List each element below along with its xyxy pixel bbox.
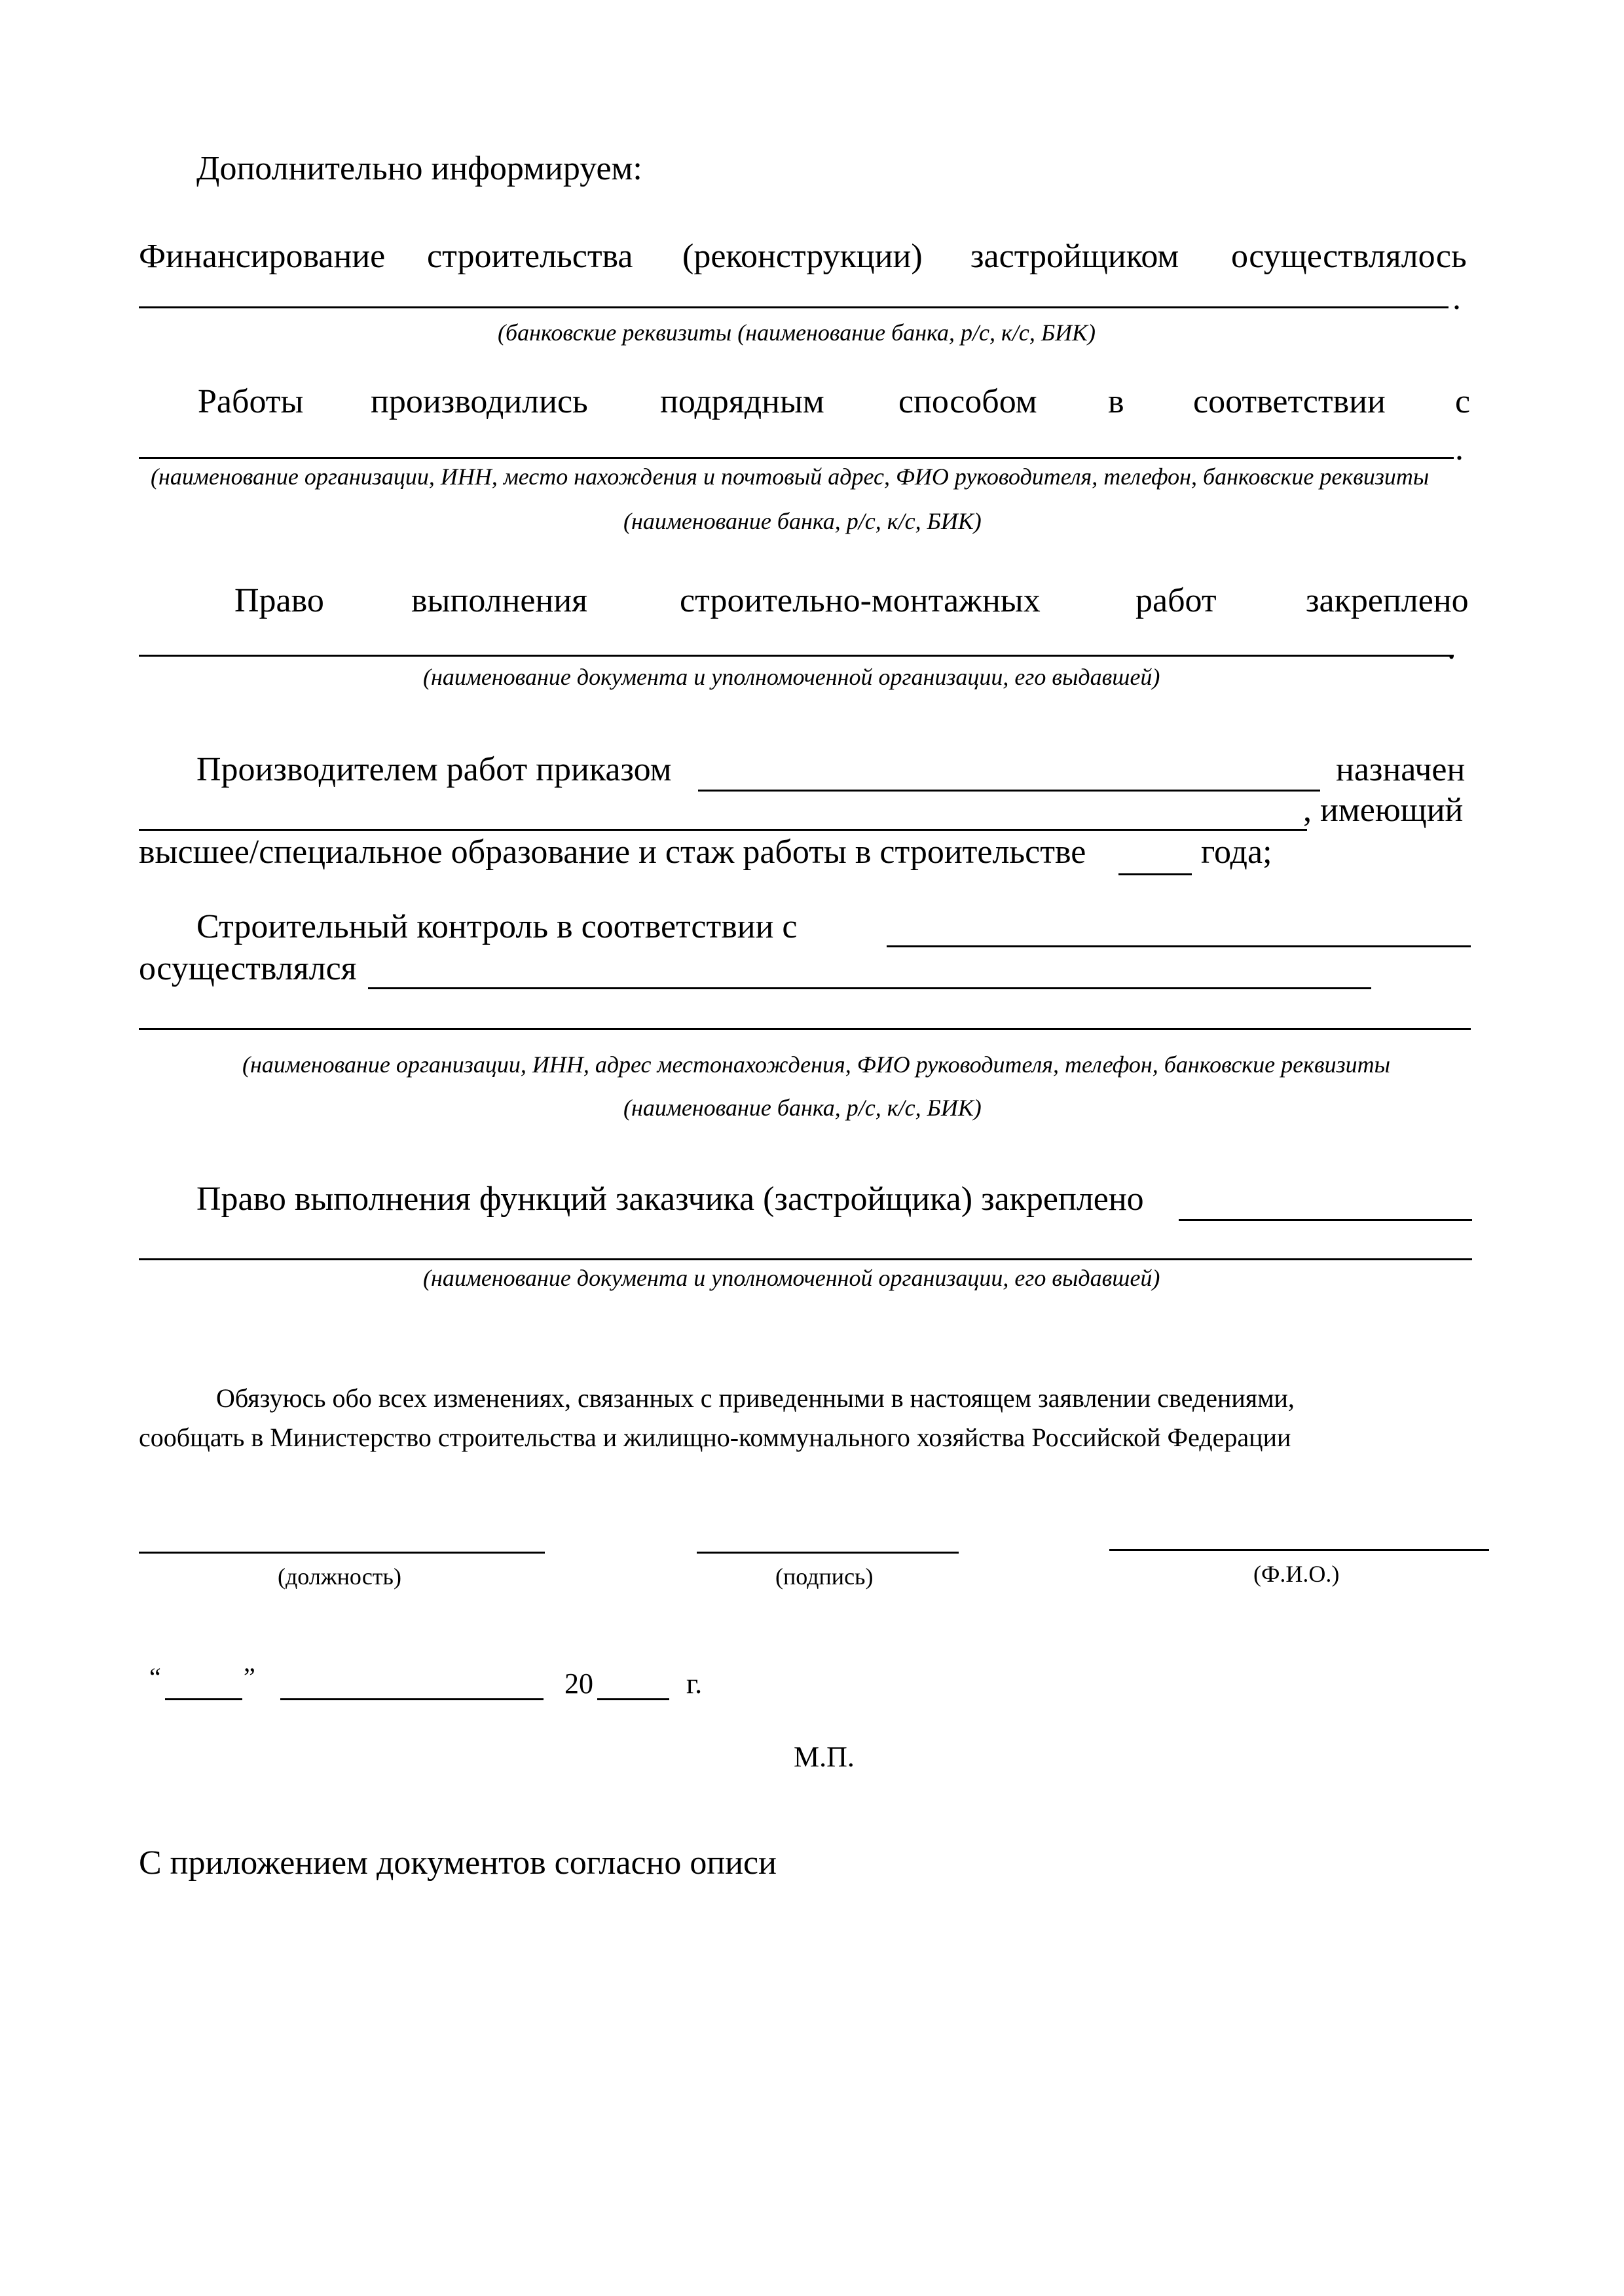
financing-word-4: застройщиком [970,238,1179,275]
contractor-caption-line2: (наименование банка, р/с, к/с, БИК) [623,508,982,534]
right-to-work-caption: (наименование документа и уполномоченной организации, его выдавшей) [423,664,1160,690]
financing-caption: (банковские реквизиты (наименование банка, р/с, к/с, БИК) [498,319,1096,346]
right-word-2: выполнения [411,582,588,619]
obligation-line-2: сообщать в Министерство строительства и жилищно-коммунального хозяйства Российской Федерации [139,1423,1291,1452]
experience-years-blank-line[interactable] [1118,873,1192,875]
customer-blank-line[interactable] [1179,1219,1472,1221]
order-blank-line[interactable] [698,790,1320,792]
contractor-word-7: с [1455,383,1471,420]
contractor-word-1: Работы [198,383,304,420]
right-word-4: работ [1135,582,1217,619]
control-org-blank-line[interactable] [368,987,1371,989]
contractor-caption-line1: (наименование организации, ИНН, место нахождения и почтовый адрес, ФИО руководителя, телефон, банковские реквизиты [151,464,1430,490]
intro-heading: Дополнительно информируем: [196,150,642,187]
contractor-word-3: подрядным [660,383,824,420]
name-blank-line[interactable] [1109,1549,1489,1551]
contractor-period: . [1455,430,1464,467]
customer-text: Право выполнения функций заказчика (застройщика) закреплено [196,1180,1144,1218]
date-year-suffix: г. [686,1667,703,1700]
date-close-quote: ” [244,1662,255,1692]
obligation-line-1: Обязуюсь обо всех изменениях, связанных с приведенными в настоящем заявлении сведениями, [216,1383,1295,1413]
financing-word-5: осуществлялось [1231,238,1467,275]
right-word-5: закреплено [1306,582,1469,619]
stamp-label: М.П. [794,1741,855,1773]
attachment-text: С приложением документов согласно описи [139,1844,777,1882]
date-century: 20 [564,1667,593,1700]
financing-word-2: строительства [427,238,633,275]
financing-word-3: (реконструкции) [682,238,923,275]
control-caption-line1: (наименование организации, ИНН, адрес местонахождения, ФИО руководителя, телефон, банковские реквизиты [242,1051,1390,1078]
date-year-blank-line[interactable] [597,1698,669,1700]
date-day-blank-line[interactable] [165,1698,242,1700]
contractor-word-2: производились [371,383,588,420]
contractor-blank-line[interactable] [139,457,1454,459]
date-month-blank-line[interactable] [280,1698,544,1700]
financing-blank-line[interactable] [139,306,1449,308]
control-document-blank-line[interactable] [887,945,1471,947]
control-caption-line2: (наименование банка, р/с, к/с, БИК) [623,1095,982,1121]
customer-blank-line-2[interactable] [139,1258,1472,1260]
signature-caption: (подпись) [775,1563,874,1590]
signature-blank-line[interactable] [697,1552,959,1554]
contractor-word-4: способом [898,383,1037,420]
right-to-work-period: . [1447,629,1456,666]
contractor-word-5: в [1108,383,1124,420]
control-prefix: Строительный контроль в соответствии с [196,908,798,945]
contractor-word-6: соответствии [1193,383,1386,420]
right-to-work-blank-line[interactable] [139,655,1454,657]
control-org-blank-line-2[interactable] [139,1028,1471,1030]
financing-word-1: Финансирование [139,238,386,275]
customer-caption: (наименование документа и уполномоченной организации, его выдавшей) [423,1265,1160,1291]
manager-having: , имеющий [1303,792,1464,829]
manager-prefix: Производителем работ приказом [196,751,672,788]
date-open-quote: “ [149,1662,161,1692]
right-word-3: строительно-монтажных [680,582,1041,619]
right-word-1: Право [234,582,324,619]
manager-education-text: высшее/специальное образование и стаж работы в строительстве [139,833,1086,871]
financing-period: . [1452,280,1461,317]
name-caption: (Ф.И.О.) [1253,1561,1340,1587]
position-caption: (должность) [278,1563,401,1590]
position-blank-line[interactable] [139,1552,545,1554]
manager-years: года; [1201,833,1272,871]
manager-assigned: назначен [1336,751,1466,788]
manager-name-blank-line[interactable] [139,829,1307,831]
control-performed: осуществлялся [139,950,357,987]
